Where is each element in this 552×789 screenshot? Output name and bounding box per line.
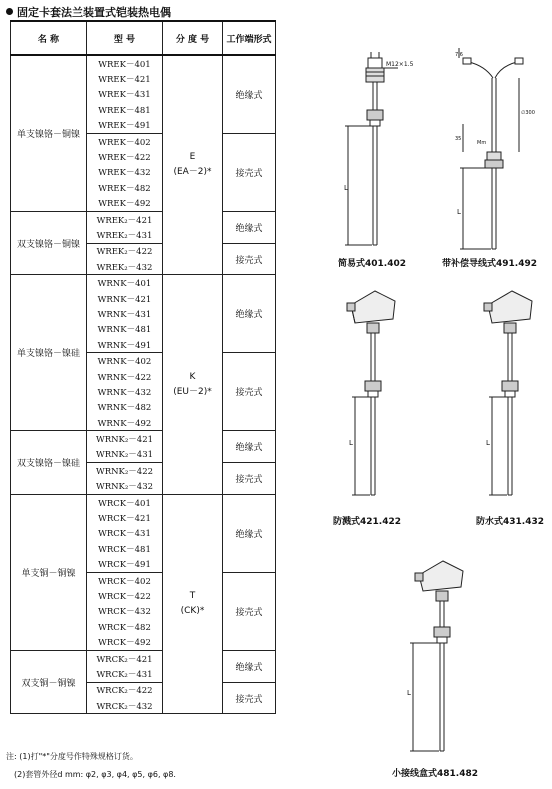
- cell-term: 接壳式: [223, 682, 276, 714]
- dim-b: 35: [455, 136, 462, 142]
- cell-model: WREK－421: [87, 71, 163, 86]
- cell-name: 双支镍铬－镍硅: [11, 431, 87, 495]
- header-term: 工作端形式: [223, 21, 276, 55]
- dim-length: ∅300: [521, 110, 535, 116]
- cell-model: WRCK－482: [87, 619, 163, 634]
- grade-sub: (EU－2)*: [173, 386, 212, 397]
- cell-model: WRNK₂－431: [87, 447, 163, 463]
- note-2: (2)套管外径d mm: φ2, φ3, φ4, φ5, φ6, φ8.: [14, 770, 176, 779]
- cell-model: WRCK－401: [87, 494, 163, 510]
- table-row: [11, 431, 276, 447]
- cell-term: 绝缘式: [223, 211, 276, 243]
- cell-model: WREK₂－431: [87, 227, 163, 243]
- cell-model: WRCK－481: [87, 541, 163, 556]
- cell-name: 双支镍铬－铜镍: [11, 211, 87, 275]
- cell-model: WRCK－402: [87, 572, 163, 588]
- cell-term: 接壳式: [223, 353, 276, 431]
- cell-model: WREK₂－422: [87, 243, 163, 259]
- dim-l: L: [349, 439, 353, 447]
- figure-simple: [340, 50, 414, 260]
- table-row: [11, 275, 276, 291]
- caption-splash-proof: 防溅式421.422: [333, 517, 401, 527]
- cell-term: 接壳式: [223, 463, 276, 495]
- cell-model: WREK₂－421: [87, 211, 163, 227]
- table-body: [11, 55, 276, 714]
- page-title: 固定卡套法兰装置式铠装热电偶: [6, 4, 171, 20]
- figure-splash-proof: [335, 285, 415, 507]
- dim-mm: Mm: [477, 140, 487, 146]
- cell-model: WRNK－401: [87, 275, 163, 291]
- cell-term: 绝缘式: [223, 431, 276, 463]
- cell-grade: [163, 494, 223, 713]
- cell-model: WRNK－402: [87, 353, 163, 369]
- cell-model: WRCK－492: [87, 634, 163, 650]
- cell-model: WREK－431: [87, 87, 163, 102]
- cell-model: WRNK－432: [87, 384, 163, 399]
- cell-model: WRNK－492: [87, 415, 163, 431]
- grade-code: K: [189, 371, 196, 382]
- table-row: [11, 650, 276, 666]
- cell-model: WREK－481: [87, 102, 163, 117]
- cell-model: WRNK－491: [87, 337, 163, 353]
- cell-model: WRCK－422: [87, 588, 163, 603]
- cell-grade: [163, 55, 223, 275]
- header-name: 名 称: [11, 21, 87, 55]
- figure-waterproof: [472, 285, 552, 507]
- cell-model: WRCK₂－421: [87, 650, 163, 666]
- caption-waterproof: 防水式431.432: [476, 517, 544, 527]
- caption-simple: 简易式401.402: [338, 259, 406, 269]
- grade-sub: (CK)*: [180, 606, 205, 617]
- cell-model: WRNK－421: [87, 291, 163, 306]
- dim-l: L: [344, 184, 348, 192]
- cell-model: WREK－422: [87, 149, 163, 164]
- cell-model: WREK－402: [87, 133, 163, 149]
- cell-term: 接壳式: [223, 133, 276, 211]
- cell-name: 单支镍铬－镍硅: [11, 275, 87, 431]
- cell-model: WRCK₂－431: [87, 666, 163, 682]
- header-model: 型 号: [87, 21, 163, 55]
- cell-model: WRCK－491: [87, 557, 163, 573]
- cell-model: WRCK－432: [87, 604, 163, 619]
- grade-code: E: [189, 152, 196, 163]
- cell-model: WRCK₂－422: [87, 682, 163, 698]
- bullet-icon: [6, 8, 13, 15]
- cell-model: WREK－401: [87, 55, 163, 71]
- cell-term: 绝缘式: [223, 275, 276, 353]
- cell-model: WRNK₂－422: [87, 463, 163, 479]
- figure-compensation: [455, 44, 535, 260]
- cell-model: WRNK－481: [87, 322, 163, 337]
- dim-l: L: [457, 208, 461, 216]
- cell-term: 绝缘式: [223, 650, 276, 682]
- cell-model: WRCK－431: [87, 526, 163, 541]
- cell-term: 绝缘式: [223, 55, 276, 133]
- table-header-row: [11, 21, 276, 55]
- cell-model: WRNK₂－421: [87, 431, 163, 447]
- spec-table: [10, 20, 276, 714]
- cell-model: WREK－492: [87, 196, 163, 212]
- cell-model: WREK－432: [87, 165, 163, 180]
- dim-thread: M12×1.5: [386, 61, 414, 68]
- header-grade: 分 度 号: [163, 21, 223, 55]
- table-row: [11, 494, 276, 510]
- cell-name: 双支铜－铜镍: [11, 650, 87, 714]
- note-1: 注: (1)打"*"分度号作特殊规格订货。: [6, 752, 138, 761]
- cell-model: WREK－482: [87, 180, 163, 195]
- cell-model: WRNK－482: [87, 400, 163, 415]
- dim-l: L: [486, 439, 490, 447]
- table-row: [11, 211, 276, 227]
- cell-model: WRNK－431: [87, 306, 163, 321]
- cell-grade: [163, 275, 223, 494]
- caption-compensation: 带补偿导线式491.492: [442, 259, 537, 269]
- grade-sub: (EA－2)*: [173, 167, 212, 178]
- cell-model: WRNK₂－432: [87, 479, 163, 495]
- cell-model: WREK₂－432: [87, 259, 163, 275]
- figure-junction-box: [405, 555, 485, 763]
- caption-junction-box: 小接线盒式481.482: [392, 769, 478, 779]
- cell-model: WRCK₂－432: [87, 698, 163, 714]
- cell-name: 单支铜－铜镍: [11, 494, 87, 650]
- cell-model: WREK－491: [87, 118, 163, 134]
- cell-term: 接壳式: [223, 572, 276, 650]
- grade-code: T: [189, 591, 196, 602]
- cell-term: 绝缘式: [223, 494, 276, 572]
- cell-model: WRCK－421: [87, 510, 163, 525]
- notes: [6, 748, 176, 784]
- dim-l: L: [407, 689, 411, 697]
- dim-a: 7.6: [455, 52, 463, 58]
- table-row: [11, 55, 276, 71]
- cell-term: 接壳式: [223, 243, 276, 275]
- cell-model: WRNK－422: [87, 369, 163, 384]
- cell-name: 单支镍铬－铜镍: [11, 55, 87, 211]
